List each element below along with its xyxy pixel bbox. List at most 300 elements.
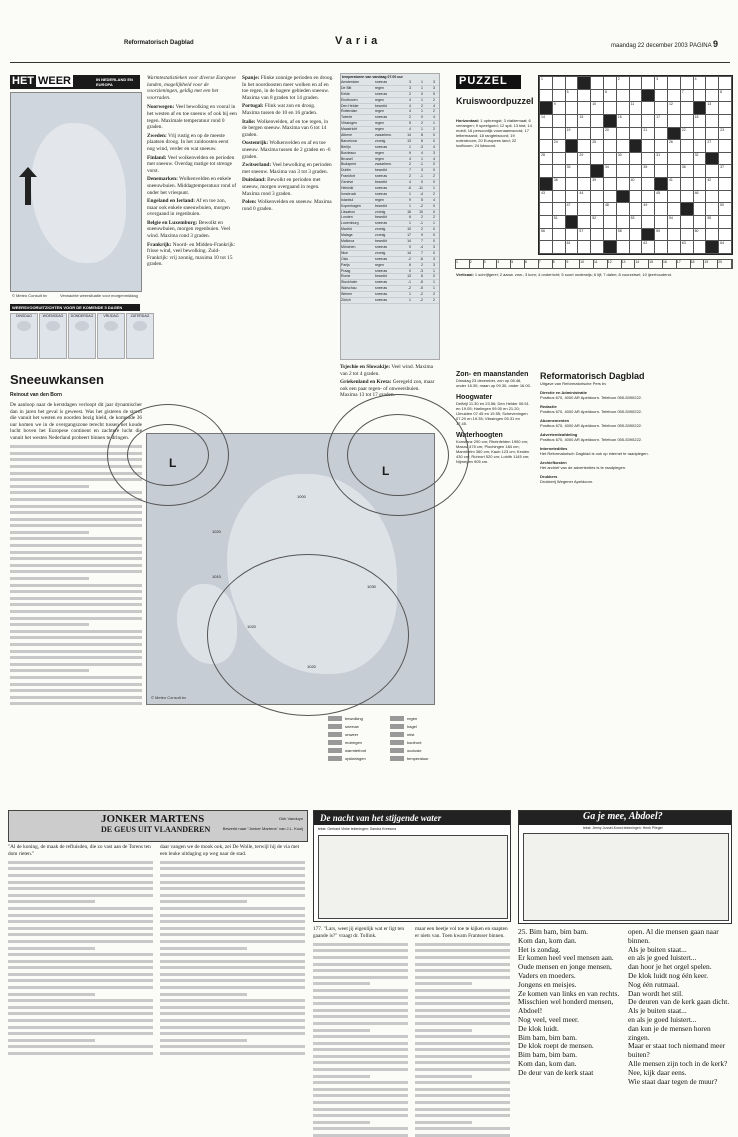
grid-cell[interactable] bbox=[680, 102, 693, 115]
grid-cell[interactable] bbox=[591, 114, 604, 127]
solution-cell[interactable]: 8 bbox=[553, 260, 567, 268]
grid-cell[interactable] bbox=[667, 152, 680, 165]
grid-cell[interactable] bbox=[591, 241, 604, 254]
grid-cell[interactable]: 50 bbox=[719, 203, 732, 216]
grid-cell[interactable]: 64 bbox=[719, 241, 732, 254]
grid-cell[interactable] bbox=[667, 89, 680, 102]
text-line-placeholder bbox=[10, 702, 142, 705]
legend-swatch bbox=[328, 748, 342, 753]
grid-cell[interactable] bbox=[552, 114, 565, 127]
table-cell: 0 bbox=[409, 268, 411, 273]
solution-cell[interactable]: 7 bbox=[539, 260, 553, 268]
grid-cell[interactable] bbox=[642, 114, 655, 127]
solution-cell[interactable]: 12 bbox=[608, 260, 622, 268]
grid-cell[interactable]: 41 bbox=[667, 178, 680, 191]
grid-cell[interactable] bbox=[642, 140, 655, 153]
grid-cell[interactable]: 23 bbox=[719, 127, 732, 140]
grid-cell[interactable] bbox=[642, 216, 655, 229]
grid-cell[interactable] bbox=[642, 190, 655, 203]
grid-cell[interactable] bbox=[693, 140, 706, 153]
country-text: Noord- en Midden-Frankrijk: frisse wind, veel bewolking. Zuid-Frankrijk: vrij zonnig, maxima 10 tot 15 graden. bbox=[147, 241, 236, 268]
grid-cell[interactable]: 3 bbox=[655, 77, 668, 90]
grid-cell[interactable] bbox=[706, 203, 719, 216]
grid-cell[interactable] bbox=[603, 190, 616, 203]
grid-cell[interactable]: 42 bbox=[706, 178, 719, 191]
solution-cell[interactable]: 9 bbox=[566, 260, 580, 268]
isobar-label: 1010 bbox=[212, 574, 221, 579]
grid-cell[interactable] bbox=[655, 140, 668, 153]
text-line-placeholder bbox=[10, 524, 142, 527]
solution-cell[interactable]: 17 bbox=[677, 260, 691, 268]
grid-cell[interactable]: 37 bbox=[719, 165, 732, 178]
crossword-grid[interactable] bbox=[538, 75, 733, 255]
table-cell: Nice bbox=[341, 250, 349, 255]
grid-cell[interactable] bbox=[616, 216, 629, 229]
grid-cell[interactable] bbox=[591, 228, 604, 241]
grid-cell[interactable] bbox=[616, 178, 629, 191]
grid-cell[interactable] bbox=[642, 77, 655, 90]
grid-cell[interactable] bbox=[629, 165, 642, 178]
grid-cell[interactable] bbox=[591, 77, 604, 90]
table-cell: Rome bbox=[341, 274, 351, 279]
grid-cell[interactable] bbox=[680, 228, 693, 241]
grid-cell[interactable] bbox=[603, 228, 616, 241]
grid-cell[interactable] bbox=[540, 203, 553, 216]
text-line-placeholder bbox=[10, 551, 142, 554]
country-name: Portugal: bbox=[242, 103, 264, 110]
text-line-placeholder bbox=[160, 1026, 305, 1029]
grid-cell[interactable] bbox=[578, 203, 591, 216]
grid-cell[interactable]: 29 bbox=[578, 152, 591, 165]
grid-cell[interactable] bbox=[629, 228, 642, 241]
grid-cell[interactable] bbox=[642, 178, 655, 191]
table-cell: -1 bbox=[419, 174, 423, 179]
colophon-text: Postbus 670, 4000 AR Apeldoorn. Telefoon 055-5390222. bbox=[540, 395, 643, 400]
poem-line: open. Al die mensen gaan naar binnen. bbox=[628, 927, 719, 945]
grid-cell[interactable] bbox=[719, 77, 732, 90]
grid-cell[interactable]: 10 bbox=[591, 102, 604, 115]
grid-cell[interactable]: 24 bbox=[552, 140, 565, 153]
table-cell: -4 bbox=[419, 244, 423, 249]
table-cell: 2 bbox=[421, 215, 423, 220]
grid-cell[interactable]: 43 bbox=[540, 190, 553, 203]
table-cell: 5 bbox=[409, 121, 411, 126]
grid-cell[interactable] bbox=[719, 152, 732, 165]
legend-item bbox=[390, 730, 448, 738]
grid-cell[interactable] bbox=[693, 203, 706, 216]
grid-cell[interactable] bbox=[655, 241, 668, 254]
black-cell bbox=[578, 77, 591, 90]
poem-line: De deuren van de kerk gaan dicht. bbox=[628, 997, 730, 1007]
grid-cell[interactable] bbox=[629, 152, 642, 165]
grid-cell[interactable]: 5 bbox=[565, 89, 578, 102]
grid-cell[interactable] bbox=[603, 140, 616, 153]
solution-cell[interactable]: 2 bbox=[470, 260, 484, 268]
grid-cell[interactable] bbox=[565, 190, 578, 203]
grid-cell[interactable] bbox=[616, 140, 629, 153]
table-cell: 0 bbox=[433, 203, 435, 208]
text-line-placeholder bbox=[160, 894, 305, 897]
table-cell: bewolkt bbox=[375, 103, 387, 108]
grid-cell[interactable]: 40 bbox=[629, 178, 642, 191]
grid-cell[interactable] bbox=[706, 165, 719, 178]
grid-cell[interactable] bbox=[719, 216, 732, 229]
grid-cell[interactable] bbox=[616, 127, 629, 140]
grid-cell[interactable] bbox=[629, 241, 642, 254]
grid-cell[interactable] bbox=[578, 140, 591, 153]
grid-cell[interactable] bbox=[667, 77, 680, 90]
grid-cell[interactable]: 17 bbox=[655, 114, 668, 127]
table-cell: 1 bbox=[421, 80, 423, 84]
grid-cell[interactable] bbox=[552, 152, 565, 165]
grid-cell[interactable] bbox=[591, 89, 604, 102]
legend-item bbox=[328, 714, 386, 722]
grid-cell[interactable] bbox=[655, 203, 668, 216]
grid-cell[interactable]: 16 bbox=[616, 114, 629, 127]
grid-cell[interactable] bbox=[540, 89, 553, 102]
table-cell: 3 bbox=[433, 244, 435, 249]
grid-cell[interactable]: 51 bbox=[552, 216, 565, 229]
grid-cell[interactable]: 55 bbox=[706, 216, 719, 229]
colophon-heading: Internetedities bbox=[540, 446, 568, 451]
grid-cell[interactable] bbox=[578, 89, 591, 102]
grid-cell[interactable] bbox=[680, 140, 693, 153]
country-paragraph bbox=[147, 220, 237, 240]
table-cell: sneeuw bbox=[375, 221, 388, 226]
grid-cell[interactable] bbox=[719, 114, 732, 127]
grid-cell[interactable]: 48 bbox=[603, 203, 616, 216]
grid-cell[interactable]: 53 bbox=[629, 216, 642, 229]
grid-cell[interactable] bbox=[629, 77, 642, 90]
grid-cell[interactable] bbox=[706, 228, 719, 241]
text-line-placeholder bbox=[8, 881, 153, 884]
grid-cell[interactable] bbox=[693, 165, 706, 178]
grid-cell[interactable] bbox=[706, 89, 719, 102]
solution-cell[interactable]: 5 bbox=[511, 260, 525, 268]
table-cell: 9 bbox=[409, 150, 411, 155]
grid-cell[interactable]: 22 bbox=[680, 127, 693, 140]
text-line-placeholder bbox=[415, 949, 510, 952]
grid-cell[interactable] bbox=[578, 241, 591, 254]
grid-cell[interactable] bbox=[591, 127, 604, 140]
grid-cell[interactable] bbox=[693, 216, 706, 229]
solution-cell[interactable]: 13 bbox=[622, 260, 636, 268]
table-cell: 8 bbox=[421, 133, 423, 138]
grid-cell[interactable] bbox=[552, 77, 565, 90]
grid-cell[interactable] bbox=[680, 178, 693, 191]
grid-cell[interactable]: 31 bbox=[655, 152, 668, 165]
grid-cell[interactable] bbox=[655, 216, 668, 229]
grid-cell[interactable] bbox=[642, 152, 655, 165]
grid-cell[interactable]: 18 bbox=[693, 114, 706, 127]
solution-cell[interactable]: 1 bbox=[456, 260, 470, 268]
grid-cell[interactable] bbox=[578, 165, 591, 178]
grid-cell[interactable] bbox=[578, 127, 591, 140]
table-cell: 1 bbox=[409, 191, 411, 196]
solution-cell[interactable]: 18 bbox=[691, 260, 705, 268]
grid-cell[interactable]: 56 bbox=[540, 228, 553, 241]
grid-cell[interactable] bbox=[540, 241, 553, 254]
grid-cell[interactable] bbox=[642, 102, 655, 115]
grid-cell[interactable]: 7 bbox=[680, 89, 693, 102]
grid-cell[interactable] bbox=[616, 203, 629, 216]
poem-line: Maar er staat toch niemand meer buiten? bbox=[628, 1041, 726, 1060]
grid-cell[interactable]: 63 bbox=[680, 241, 693, 254]
solution-cell[interactable]: 6 bbox=[525, 260, 539, 268]
grid-cell[interactable] bbox=[552, 228, 565, 241]
grid-cell[interactable]: 60 bbox=[693, 228, 706, 241]
grid-cell[interactable] bbox=[565, 77, 578, 90]
solution-cell[interactable]: 3 bbox=[484, 260, 498, 268]
grid-cell[interactable]: 32 bbox=[693, 152, 706, 165]
grid-cell[interactable] bbox=[629, 89, 642, 102]
grid-cell[interactable] bbox=[552, 190, 565, 203]
grid-cell[interactable]: 35 bbox=[642, 165, 655, 178]
text-line-placeholder bbox=[160, 979, 305, 982]
grid-cell[interactable] bbox=[603, 152, 616, 165]
grid-cell[interactable] bbox=[719, 178, 732, 191]
solution-cell[interactable]: 20 bbox=[718, 260, 732, 268]
grid-cell[interactable] bbox=[629, 190, 642, 203]
grid-cell[interactable] bbox=[578, 178, 591, 191]
grid-cell[interactable]: 26 bbox=[667, 140, 680, 153]
table-cell: -2 bbox=[407, 256, 411, 261]
grid-cell[interactable]: 52 bbox=[591, 216, 604, 229]
grid-cell[interactable]: 2 bbox=[616, 77, 629, 90]
text-line-placeholder bbox=[313, 1042, 408, 1045]
grid-cell[interactable] bbox=[706, 77, 719, 90]
table-cell: 0 bbox=[433, 239, 435, 244]
table-cell: 17 bbox=[407, 233, 411, 238]
isobar bbox=[207, 554, 409, 716]
grid-cell[interactable]: 13 bbox=[706, 102, 719, 115]
grid-cell[interactable]: 61 bbox=[565, 241, 578, 254]
table-cell: sneeuw bbox=[375, 115, 388, 120]
grid-cell[interactable] bbox=[667, 203, 680, 216]
legend-item bbox=[390, 722, 448, 730]
grid-cell[interactable]: 58 bbox=[616, 228, 629, 241]
text-line-placeholder bbox=[10, 683, 142, 686]
country-text: Vrij rustig en op de meeste plaatsen droog. In het zuidoosten eerst nog wind, verder en wat sneeuw. bbox=[147, 132, 229, 152]
legend-swatch bbox=[328, 732, 342, 737]
isobar-label: 1030 bbox=[367, 584, 376, 589]
grid-cell[interactable]: 15 bbox=[578, 114, 591, 127]
grid-cell[interactable] bbox=[540, 140, 553, 153]
text-line-placeholder bbox=[415, 976, 510, 979]
table-cell: zonnig bbox=[375, 138, 386, 143]
grid-cell[interactable] bbox=[693, 241, 706, 254]
grid-cell[interactable] bbox=[629, 203, 642, 216]
comic2-panel: De nacht van het stijgende water tekst: Gerhard Vinke tekeningen: Sandra Kreesma bbox=[313, 810, 511, 922]
forecast-day: WOENSDAG bbox=[39, 313, 67, 359]
text-line-placeholder bbox=[10, 498, 142, 501]
grid-cell[interactable]: 6 bbox=[603, 89, 616, 102]
grid-cell[interactable] bbox=[629, 127, 642, 140]
puzzle-clues-horizontal: Horizontaal: 1 opbrengst; 3 vlaktemaat; 6 verlangen; 9 speelgoed; 12 spil; 13 kist; 14 mobil; 16 persoonlijk voornaamwoord; 17 lettermaand; 18 rangtelwoord; 19 notenboom; 20 Europees land; 22 loofboom; 24 lidwoord. bbox=[456, 118, 532, 148]
text-line-placeholder bbox=[160, 940, 305, 943]
grid-cell[interactable] bbox=[578, 216, 591, 229]
grid-cell[interactable] bbox=[706, 127, 719, 140]
text-line-placeholder bbox=[313, 956, 408, 959]
grid-cell[interactable]: 47 bbox=[565, 203, 578, 216]
text-line-placeholder bbox=[160, 1039, 247, 1042]
map-credit: © Meteo Consult bv bbox=[12, 293, 48, 298]
text-line-placeholder bbox=[313, 1055, 408, 1058]
grid-cell[interactable]: 20 bbox=[603, 127, 616, 140]
grid-cell[interactable] bbox=[552, 203, 565, 216]
table-cell: bewolkt bbox=[375, 239, 387, 244]
table-cell: 16 bbox=[407, 209, 411, 214]
grid-cell[interactable] bbox=[565, 228, 578, 241]
grid-cell[interactable] bbox=[680, 114, 693, 127]
solution-cell[interactable]: 16 bbox=[663, 260, 677, 268]
grid-cell[interactable] bbox=[552, 241, 565, 254]
grid-cell[interactable] bbox=[680, 216, 693, 229]
text-line-placeholder bbox=[415, 943, 510, 946]
grid-cell[interactable] bbox=[655, 102, 668, 115]
table-cell: 4 bbox=[433, 144, 435, 149]
grid-cell[interactable] bbox=[552, 89, 565, 102]
grid-cell[interactable] bbox=[693, 178, 706, 191]
grid-cell[interactable] bbox=[603, 102, 616, 115]
grid-cell[interactable] bbox=[629, 114, 642, 127]
grid-cell[interactable] bbox=[565, 178, 578, 191]
grid-cell[interactable]: 11 bbox=[629, 102, 642, 115]
grid-cell[interactable] bbox=[616, 89, 629, 102]
grid-cell[interactable] bbox=[655, 165, 668, 178]
grid-cell[interactable]: 21 bbox=[642, 127, 655, 140]
grid-cell[interactable] bbox=[693, 89, 706, 102]
grid-cell[interactable]: 45 bbox=[655, 190, 668, 203]
grid-cell[interactable] bbox=[667, 114, 680, 127]
grid-cell[interactable] bbox=[655, 89, 668, 102]
cloud-icon bbox=[75, 321, 89, 331]
text-line-placeholder bbox=[160, 907, 305, 910]
grid-cell[interactable] bbox=[603, 178, 616, 191]
grid-cell[interactable]: 28 bbox=[540, 152, 553, 165]
grid-cell[interactable] bbox=[540, 216, 553, 229]
country-text: Bewolkt en sneeuwbuien, morgen regenbuien. Veel wind. Maxima rond 3 graden. bbox=[147, 219, 231, 240]
grid-cell[interactable] bbox=[719, 140, 732, 153]
text-line-placeholder bbox=[415, 1029, 472, 1032]
grid-cell[interactable]: 27 bbox=[706, 140, 719, 153]
grid-cell[interactable] bbox=[655, 127, 668, 140]
grid-cell[interactable]: 57 bbox=[578, 228, 591, 241]
poem-line: Er komen heel veel mensen aan. bbox=[518, 953, 614, 963]
grid-cell[interactable] bbox=[540, 127, 553, 140]
solution-cell[interactable]: 10 bbox=[580, 260, 594, 268]
table-cell: -5 bbox=[419, 286, 423, 291]
grid-cell[interactable] bbox=[706, 190, 719, 203]
grid-cell[interactable]: 34 bbox=[603, 165, 616, 178]
country-text: Geregeld zon, maar ook een paar regen- of onweersbuien. Maxima 13 tot 17 graden. bbox=[340, 379, 435, 399]
grid-cell[interactable]: 12 bbox=[667, 102, 680, 115]
grid-cell[interactable] bbox=[578, 102, 591, 115]
grid-cell[interactable] bbox=[616, 102, 629, 115]
country-paragraph bbox=[147, 198, 237, 218]
table-cell: zwaarbew. bbox=[375, 133, 392, 138]
text-line-placeholder bbox=[10, 485, 89, 488]
text-line-placeholder bbox=[10, 656, 142, 659]
grid-cell[interactable]: 9 bbox=[552, 102, 565, 115]
grid-cell[interactable]: 39 bbox=[591, 178, 604, 191]
table-cell: 14 bbox=[407, 250, 411, 255]
grid-cell[interactable] bbox=[603, 77, 616, 90]
table-cell: -1 bbox=[407, 280, 411, 285]
grid-cell[interactable] bbox=[591, 152, 604, 165]
table-cell: 3 bbox=[409, 80, 411, 84]
country-text: Wolkenvelden en enkele sneeuwbuien. Middagtemperatuur rond of onder het vriespunt. bbox=[147, 176, 237, 196]
solution-cell[interactable]: 11 bbox=[594, 260, 608, 268]
grid-cell[interactable] bbox=[565, 114, 578, 127]
grid-cell[interactable] bbox=[565, 152, 578, 165]
grid-cell[interactable]: 30 bbox=[616, 152, 629, 165]
colophon-heading: Redactie bbox=[540, 404, 557, 409]
table-cell: bewolkt bbox=[375, 180, 387, 185]
grid-cell[interactable] bbox=[591, 203, 604, 216]
text-line-placeholder bbox=[160, 947, 247, 950]
grid-cell[interactable] bbox=[667, 165, 680, 178]
grid-cell[interactable] bbox=[667, 190, 680, 203]
grid-cell[interactable] bbox=[667, 241, 680, 254]
grid-cell[interactable] bbox=[680, 190, 693, 203]
grid-cell[interactable] bbox=[616, 241, 629, 254]
solution-cell[interactable]: 19 bbox=[704, 260, 718, 268]
text-line-placeholder bbox=[415, 1121, 472, 1124]
grid-cell[interactable] bbox=[591, 190, 604, 203]
grid-cell[interactable] bbox=[603, 216, 616, 229]
grid-cell[interactable]: 25 bbox=[591, 140, 604, 153]
grid-cell[interactable]: 36 bbox=[680, 165, 693, 178]
grid-cell[interactable]: 49 bbox=[642, 203, 655, 216]
grid-cell[interactable] bbox=[667, 228, 680, 241]
grid-cell[interactable]: 19 bbox=[565, 127, 578, 140]
grid-cell[interactable] bbox=[680, 152, 693, 165]
solution-cell[interactable]: 14 bbox=[635, 260, 649, 268]
grid-cell[interactable]: 46 bbox=[693, 190, 706, 203]
grid-cell[interactable] bbox=[719, 190, 732, 203]
grid-cell[interactable]: 59 bbox=[655, 228, 668, 241]
solution-cell[interactable]: 15 bbox=[649, 260, 663, 268]
grid-cell[interactable]: 54 bbox=[667, 216, 680, 229]
grid-cell[interactable]: 4 bbox=[693, 77, 706, 90]
table-cell: Athene bbox=[341, 133, 353, 138]
grid-cell[interactable] bbox=[693, 127, 706, 140]
text-line-placeholder bbox=[313, 976, 408, 979]
grid-cell[interactable] bbox=[552, 165, 565, 178]
grid-cell[interactable]: 38 bbox=[552, 178, 565, 191]
text-line-placeholder bbox=[313, 1002, 408, 1005]
grid-cell[interactable]: 33 bbox=[565, 165, 578, 178]
grid-cell[interactable] bbox=[540, 165, 553, 178]
grid-cell[interactable] bbox=[616, 165, 629, 178]
table-cell: sneeuw bbox=[375, 256, 388, 261]
grid-cell[interactable] bbox=[719, 102, 732, 115]
grid-cell[interactable]: 44 bbox=[578, 190, 591, 203]
grid-cell[interactable]: 8 bbox=[719, 89, 732, 102]
grid-cell[interactable]: 14 bbox=[540, 114, 553, 127]
grid-cell[interactable]: 1 bbox=[540, 77, 553, 90]
grid-cell[interactable] bbox=[719, 228, 732, 241]
solution-cell[interactable]: 4 bbox=[497, 260, 511, 268]
table-cell: Stockholm bbox=[341, 280, 358, 285]
grid-cell[interactable] bbox=[552, 127, 565, 140]
grid-cell[interactable] bbox=[565, 102, 578, 115]
grid-cell[interactable]: 62 bbox=[642, 241, 655, 254]
grid-cell[interactable] bbox=[706, 114, 719, 127]
text-line-placeholder bbox=[160, 933, 305, 936]
grid-cell[interactable] bbox=[680, 77, 693, 90]
